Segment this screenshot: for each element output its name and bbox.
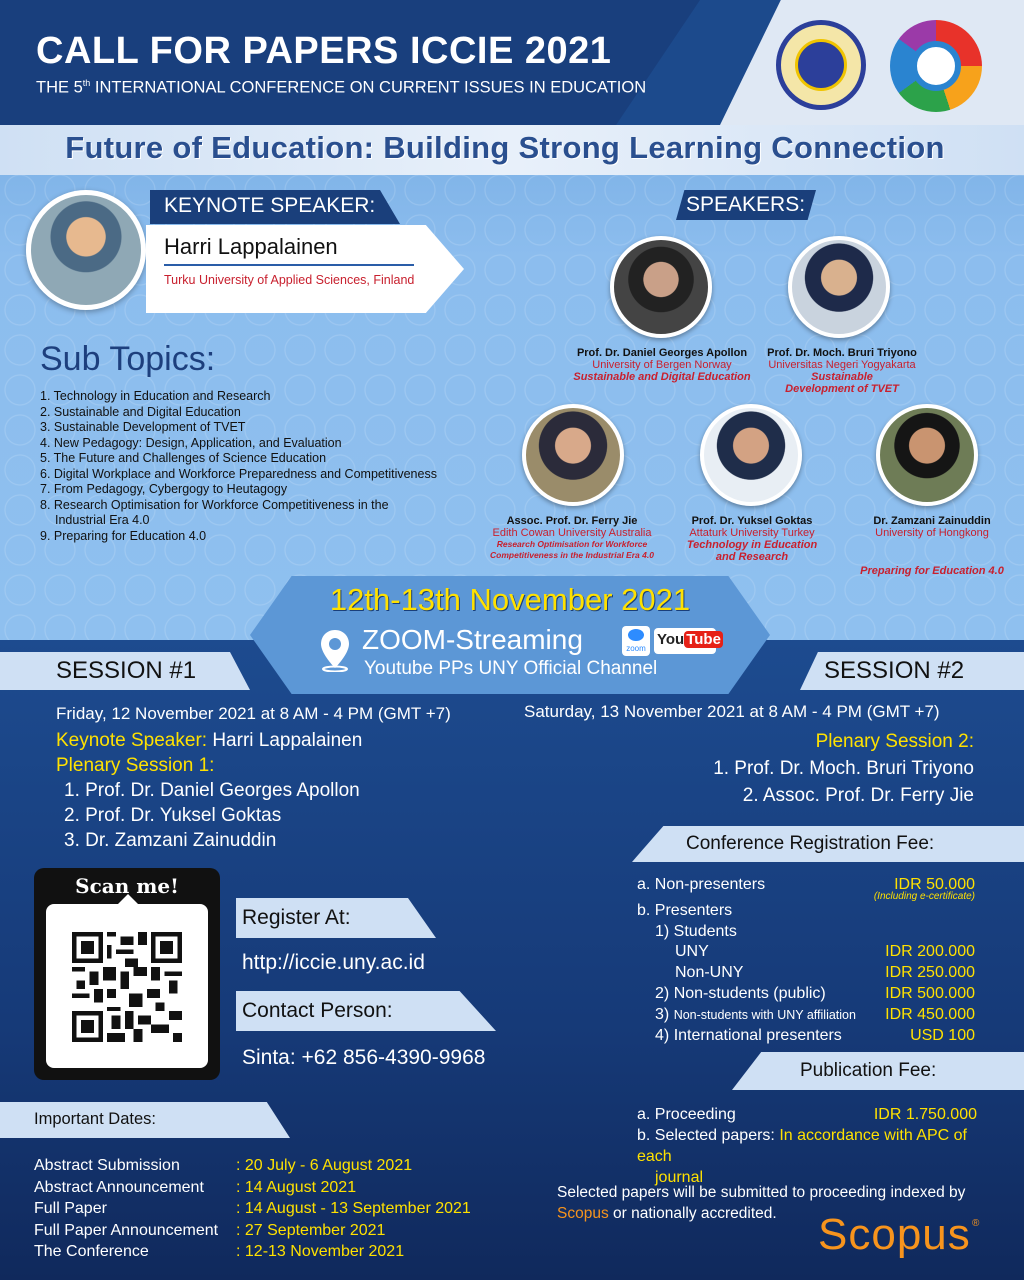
table-row: The Conference : 12-13 November 2021 <box>34 1243 405 1260</box>
subtopics-list <box>40 389 437 544</box>
publication-fee-label: Publication Fee: <box>800 1060 937 1081</box>
session1-plenary: Plenary Session 1: <box>56 755 215 776</box>
speaker-topic: Technology in Education and Research <box>686 539 818 563</box>
location-pin-icon <box>318 628 352 672</box>
list-item: 1. Prof. Dr. Daniel Georges Apollon <box>64 780 360 801</box>
session1-label: SESSION #1 <box>56 657 197 684</box>
speaker-photo-jie <box>522 404 624 506</box>
keynote-speaker-photo <box>26 190 146 310</box>
table-row: journal <box>655 1169 704 1186</box>
table-row: Full Paper Announcement : 27 September 2021 <box>34 1221 386 1239</box>
keynote-label: KEYNOTE SPEAKER: <box>164 194 376 217</box>
iccie-logo <box>890 20 982 112</box>
list-item: 4. New Pedagogy: Design, Application, and Evaluation <box>40 435 342 450</box>
table-row: a. Proceeding IDR 1.750.000 <box>637 1106 977 1123</box>
qr-code[interactable] <box>72 932 182 1042</box>
list-item: 3. Sustainable Development of TVET <box>40 420 246 434</box>
speaker-card-triyono <box>752 347 932 395</box>
table-row: Full Paper : 14 August - 13 September 2021 <box>34 1200 471 1217</box>
speaker-name: Dr. Zamzani Zainuddin <box>873 515 991 527</box>
registration-fee-label: Conference Registration Fee: <box>686 833 935 854</box>
table-row: b. Presenters <box>637 901 733 919</box>
speaker-affiliation: Attaturk University Turkey <box>689 527 815 539</box>
speaker-name: Prof. Dr. Daniel Georges Apollon <box>576 347 748 359</box>
page-title: CALL FOR PAPERS ICCIE 2021 <box>36 30 612 72</box>
contact-person: Sinta: +62 856-4390-9968 <box>242 1046 486 1069</box>
speaker-photo-zainuddin <box>876 404 978 506</box>
list-item: 2. Assoc. Prof. Dr. Ferry Jie <box>742 785 974 806</box>
youtube-channel: Youtube PPs UNY Official Channel <box>364 658 658 679</box>
conference-theme: Future of Education: Building Strong Learning Connection <box>65 130 945 165</box>
list-item: 8. Research Optimisation for Workforce Competitiveness in the <box>40 497 389 512</box>
table-row: 2) Non-students (public) IDR 500.000 <box>655 984 975 1002</box>
table-row: UNY IDR 200.000 <box>675 943 975 961</box>
table-row: Abstract Submission : 20 July - 6 August 2021 <box>34 1157 413 1174</box>
session2-plenary: Plenary Session 2: <box>815 731 974 752</box>
page-subtitle: THE 5th INTERNATIONAL CONFERENCE ON CURRENT ISSUES IN EDUCATION <box>36 78 647 97</box>
speaker-name: Assoc. Prof. Dr. Ferry Jie <box>506 515 638 527</box>
keynote-affiliation: Turku University of Applied Sciences, Finland <box>164 273 415 287</box>
speaker-name: Prof. Dr. Moch. Bruri Triyono <box>767 347 917 359</box>
speaker-topic: Research Optimisation for Workforce Competitiveness in the Industrial Era 4.0 <box>490 539 654 560</box>
speaker-name: Prof. Dr. Yuksel Goktas <box>691 515 813 527</box>
list-item: 5. The Future and Challenges of Science Education <box>40 451 327 465</box>
list-item: 6. Digital Workplace and Workforce Preparedness and Competitiveness <box>40 466 437 481</box>
table-row: Non-UNY IDR 250.000 <box>675 964 975 982</box>
event-date: 12th-13th November 2021 <box>329 582 691 617</box>
register-label: Register At: <box>242 906 351 929</box>
platform-label: ZOOM-Streaming <box>362 624 583 655</box>
table-row: Abstract Announcement : 14 August 2021 <box>34 1178 357 1196</box>
speaker-topic: Preparing for Education 4.0 <box>860 565 1004 577</box>
speaker-card-jie <box>474 515 670 561</box>
youtube-icon: You Tube <box>654 628 716 654</box>
speaker-affiliation: Universitas Negeri Yogyakarta <box>768 359 916 371</box>
session2-date: Saturday, 13 November 2021 at 8 AM - 4 PM (GMT +7) <box>524 702 940 721</box>
speaker-photo-goktas <box>700 404 802 506</box>
speaker-affiliation: Edith Cowan University Australia <box>492 527 652 539</box>
publication-fee-table <box>637 1104 977 1188</box>
speaker-photo-apollon <box>610 236 712 338</box>
session2-details <box>713 728 974 809</box>
fee-note: (Including e-certificate) <box>873 890 975 902</box>
scan-label: Scan me! <box>75 874 179 898</box>
publication-note: Selected papers will be submitted to proceeding indexed by Scopus or nationally accredited. <box>557 1184 966 1222</box>
session1-keynote: Keynote Speaker: Harri Lappalainen <box>56 730 363 751</box>
session1-date: Friday, 12 November 2021 at 8 AM - 4 PM (GMT +7) <box>56 704 451 723</box>
scopus-logo: Scopus <box>818 1210 971 1259</box>
important-dates-label: Important Dates: <box>34 1110 156 1128</box>
keynote-divider <box>164 264 414 266</box>
speaker-topic: Sustainable Development of TVET <box>785 371 899 395</box>
list-item: 7. From Pedagogy, Cybergogy to Heutagogy <box>40 482 288 496</box>
speakers-label: SPEAKERS: <box>686 193 806 216</box>
table-row: 4) International presenters USD 100 <box>655 1026 975 1044</box>
registration-fee-table <box>637 875 975 1046</box>
list-item: 1. Prof. Dr. Moch. Bruri Triyono <box>713 758 974 779</box>
subtopics-heading: Sub Topics: <box>40 340 216 378</box>
list-item: 2. Prof. Dr. Yuksel Goktas <box>64 805 282 826</box>
speaker-card-zainuddin <box>852 515 1012 577</box>
important-dates-table <box>34 1155 471 1263</box>
zoom-icon: zoom <box>622 626 650 656</box>
uny-logo <box>776 20 866 110</box>
list-item: Industrial Era 4.0 <box>55 513 150 527</box>
table-row: 1) Students <box>655 922 737 940</box>
table-row: b. Selected papers: In accordance with APC of each <box>637 1127 967 1165</box>
scopus-registered-mark: ® <box>972 1218 980 1229</box>
speaker-card-apollon <box>562 347 762 383</box>
list-item: 1. Technology in Education and Research <box>40 389 271 403</box>
session1-details <box>56 728 362 853</box>
speaker-card-goktas <box>672 515 832 563</box>
list-item: 2. Sustainable and Digital Education <box>40 404 241 419</box>
keynote-name: Harri Lappalainen <box>164 234 338 259</box>
table-row: 3) Non-students with UNY affiliation IDR 450.000 <box>655 1005 975 1023</box>
register-link[interactable]: http://iccie.uny.ac.id <box>242 951 425 974</box>
speaker-affiliation: University of Hongkong <box>875 527 989 539</box>
list-item: 9. Preparing for Education 4.0 <box>40 528 207 543</box>
speaker-photo-triyono <box>788 236 890 338</box>
table-row: a. Non-presenters IDR 50.000 <box>637 876 975 893</box>
contact-label: Contact Person: <box>242 999 393 1022</box>
session2-label: SESSION #2 <box>824 657 965 684</box>
speaker-affiliation: University of Bergen Norway <box>592 359 732 371</box>
speaker-topic: Sustainable and Digital Education <box>573 371 751 383</box>
list-item: 3. Dr. Zamzani Zainuddin <box>64 830 277 851</box>
